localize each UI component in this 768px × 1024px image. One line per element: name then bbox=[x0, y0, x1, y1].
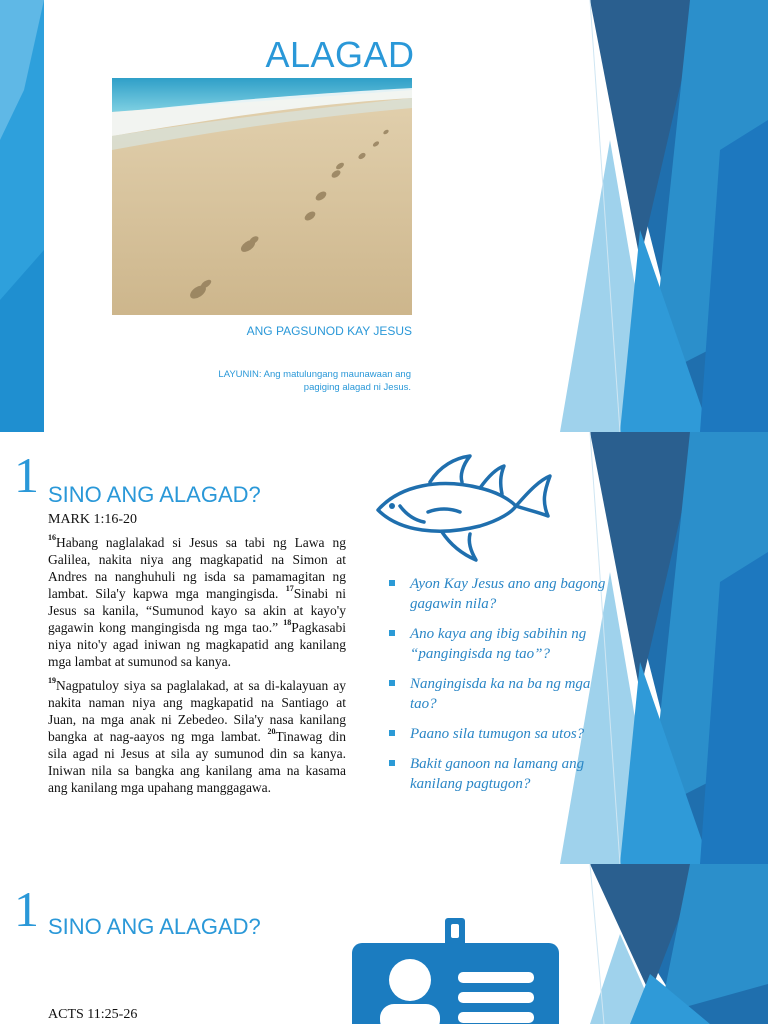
lesson-objective: LAYUNIN: Ang matulungang maunawaan ang pagiging alagad ni Jesus. bbox=[218, 369, 411, 393]
discussion-questions bbox=[386, 574, 618, 804]
scripture-paragraph-1 bbox=[48, 534, 346, 670]
square-bullet-icon bbox=[389, 580, 395, 586]
slide-heading: SINO ANG ALAGAD? bbox=[48, 482, 261, 507]
presentation-subtitle: ANG PAGSUNOD KAY JESUS bbox=[246, 324, 412, 338]
verse-text: Pagkasabi niya nito'y agad iniwan ng magkapatid ang kanilang mga lambat at sumunod sa kanya. bbox=[48, 620, 346, 669]
question-item bbox=[386, 624, 618, 664]
question-text: Ayon Kay Jesus ano ang bagong gagawin nila? bbox=[410, 576, 606, 612]
question-text: Paano sila tumugon sa utos? bbox=[410, 726, 585, 742]
square-bullet-icon bbox=[389, 680, 395, 686]
verse-number: 16 bbox=[48, 533, 56, 542]
verse-number: 17 bbox=[285, 584, 294, 593]
question-item bbox=[386, 674, 618, 714]
verse-number: 18 bbox=[283, 618, 292, 627]
beach-footprints-photo bbox=[112, 78, 412, 315]
fish-icon bbox=[370, 450, 555, 568]
scripture-reference: MARK 1:16-20 bbox=[48, 512, 138, 527]
verse-text: Tinawag din sila agad ni Jesus at sila ay sumunod din sa kanya. Iniwan nila sa bangka ang kanilang ama na kasama ang kanilang mga upahang manggagawa. bbox=[48, 729, 346, 795]
square-bullet-icon bbox=[389, 760, 395, 766]
scripture-paragraph-2 bbox=[48, 677, 346, 796]
square-bullet-icon bbox=[389, 730, 395, 736]
id-badge-icon bbox=[352, 918, 559, 1024]
scripture-text bbox=[48, 534, 346, 803]
question-text: Bakit ganoon na lamang ang kanilang pagtugon? bbox=[410, 756, 585, 792]
question-item bbox=[386, 574, 618, 614]
slide-number: 1 bbox=[14, 881, 39, 937]
square-bullet-icon bbox=[389, 630, 395, 636]
presentation-title: ALAGAD bbox=[265, 34, 415, 75]
verse-text: Nagpatuloy siya sa paglalakad, at sa di-kalayuan ay nakita naman niya ang magkapatid na Santiago at Juan, na mga anak ni Zebedeo. Sila'y nasa kanilang bangka at nag-aayos ng mga lambat. bbox=[48, 678, 346, 744]
slide-heading: SINO ANG ALAGAD? bbox=[48, 914, 261, 939]
slide-1 bbox=[0, 0, 768, 432]
question-text: Ano kaya ang ibig sabihin ng “pangingisda ng tao”? bbox=[410, 626, 587, 662]
verse-number: 20 bbox=[267, 727, 276, 736]
question-item bbox=[386, 724, 618, 744]
slide-number: 1 bbox=[14, 447, 39, 503]
scripture-reference: ACTS 11:25-26 bbox=[48, 1007, 138, 1022]
verse-text: Sinabi ni Jesus sa kanila, “Sumunod kayo sa akin at kayo'y gagawin kong mangingisda ng mga tao.” bbox=[48, 586, 346, 635]
question-item bbox=[386, 754, 618, 794]
verse-number: 19 bbox=[48, 676, 56, 685]
verse-text: Habang naglalakad si Jesus sa tabi ng Lawa ng Galilea, nakita niya ang magkapatid na Simon at Andres na nanghuhuli ng isda sa pamamagitan ng lambat. Sila'y kapwa mga mangingisda. bbox=[48, 535, 346, 601]
slide-2 bbox=[0, 432, 768, 864]
question-text: Nangingisda ka na ba ng mga tao? bbox=[410, 676, 591, 712]
slide-3 bbox=[0, 864, 768, 1024]
